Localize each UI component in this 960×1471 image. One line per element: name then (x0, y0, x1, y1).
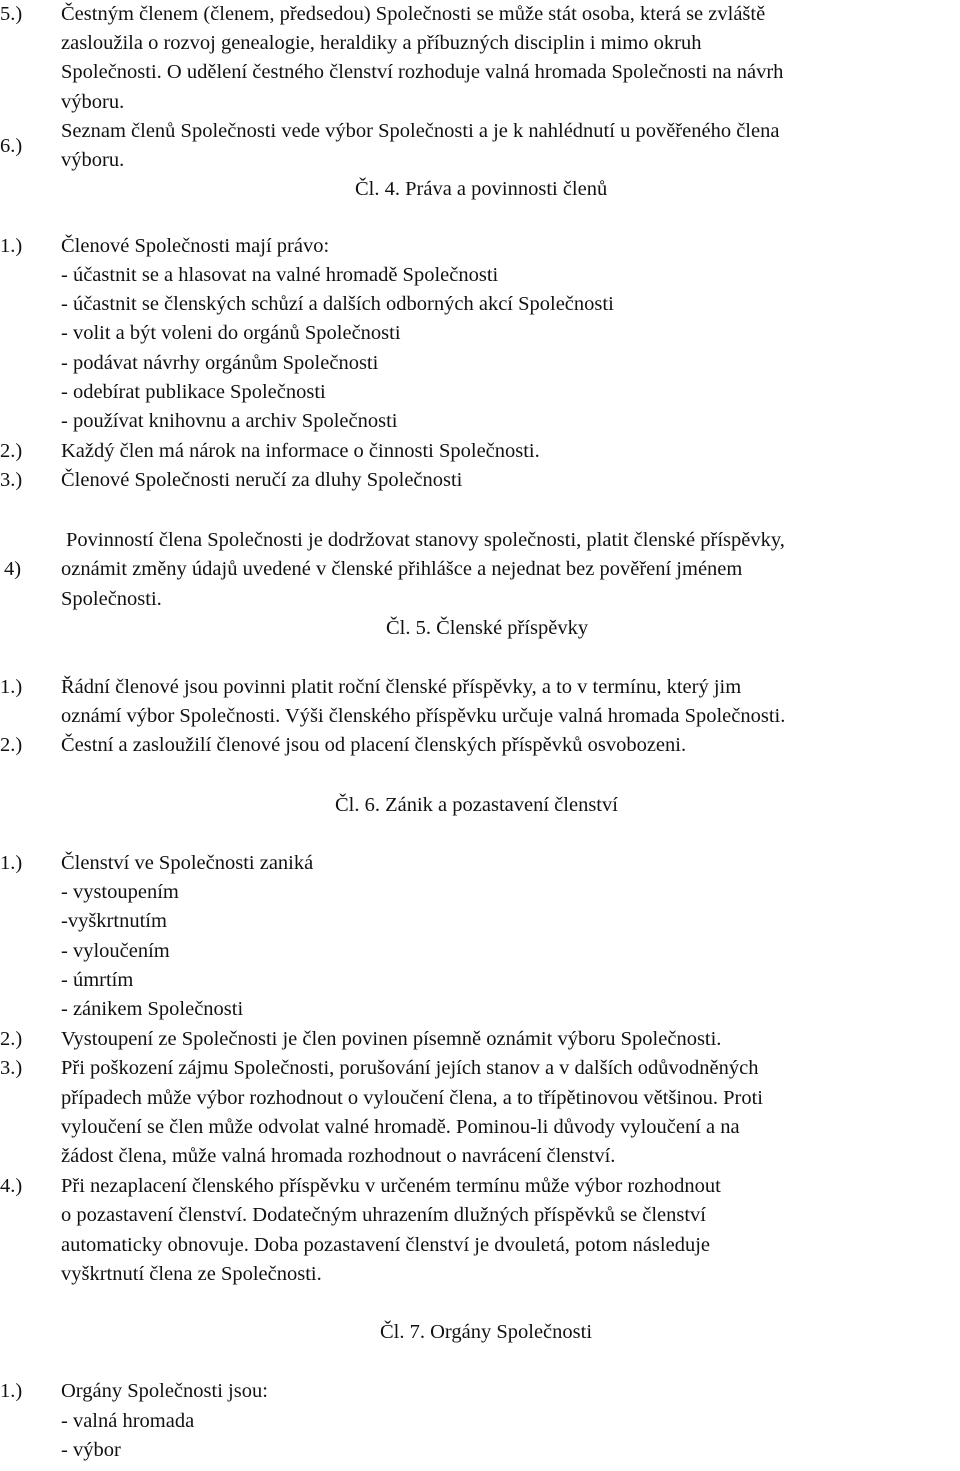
cl5-item-number-2: 2.) (0, 734, 23, 756)
cl6-item-1-line-3: -vyškrtnutím (61, 910, 167, 932)
section-heading-cl6: Čl. 6. Zánik a pozastavení členství (335, 794, 618, 816)
item-6-line-1: Seznam členů Společnosti vede výbor Společnosti a je k nahlédnutí u pověřeného člena (61, 120, 780, 142)
cl6-item-4-line-4: vyškrtnutí člena ze Společnosti. (61, 1263, 322, 1285)
cl4-item-1-line-6: - odebírat publikace Společnosti (61, 381, 326, 403)
cl4-item-1-line-2: - účastnit se a hlasovat na valné hromadě Společnosti (61, 264, 499, 286)
cl4-item-number-2: 2.) (0, 440, 23, 462)
cl4-item-1-line-4: - volit a být voleni do orgánů Společnosti (61, 322, 401, 344)
cl4-item-1-line-1: Členové Společnosti mají právo: (61, 235, 330, 257)
cl4-item-4-line-1: Povinností člena Společnosti je dodržovat stanovy společnosti, platit členské příspěvky, (66, 529, 785, 551)
cl6-item-4-line-2: o pozastavení členství. Dodatečným uhrazením dlužných příspěvků se členství (61, 1204, 706, 1226)
cl6-item-3-line-1: Při poškození zájmu Společnosti, porušování jejích stanov a v dalších odůvodněných (61, 1057, 759, 1079)
cl7-item-number-1: 1.) (0, 1380, 23, 1402)
cl6-item-2-line-1: Vystoupení ze Společnosti je člen povinen písemně oznámit výboru Společnosti. (61, 1028, 722, 1050)
cl4-item-1-line-5: - podávat návrhy orgánům Společnosti (61, 352, 379, 374)
cl4-item-number-4: 4) (4, 558, 22, 580)
cl6-item-1-line-2: - vystoupením (61, 881, 179, 903)
cl6-item-1-line-4: - vyloučením (61, 940, 170, 962)
cl7-item-1-line-1: Orgány Společnosti jsou: (61, 1380, 268, 1402)
section-heading-cl7: Čl. 7. Orgány Společnosti (380, 1321, 593, 1343)
cl6-item-1-line-1: Členství ve Společnosti zaniká (61, 852, 314, 874)
cl6-item-4-line-1: Při nezaplacení členského příspěvku v určeném termínu může výbor rozhodnout (61, 1175, 721, 1197)
cl6-item-3-line-2: případech může výbor rozhodnout o vyloučení člena, a to třípětinovou většinou. Proti (61, 1087, 763, 1109)
cl4-item-1-line-3: - účastnit se členských schůzí a dalších odborných akcí Společnosti (61, 293, 614, 315)
section-heading-cl5: Čl. 5. Členské příspěvky (386, 617, 589, 639)
item-5-line-1: Čestným členem (členem, předsedou) Společnosti se může stát osoba, která se zvláště (61, 3, 766, 25)
cl6-item-number-3: 3.) (0, 1057, 23, 1079)
cl4-item-number-3: 3.) (0, 469, 23, 491)
cl7-item-1-line-2: - valná hromada (61, 1410, 195, 1432)
cl7-item-1-line-3: - výbor (61, 1439, 121, 1461)
item-number-5: 5.) (0, 3, 23, 25)
cl6-item-number-4: 4.) (0, 1175, 23, 1197)
cl4-item-4-line-2: oznámit změny údajů uvedené v členské přihlášce a nejednat bez pověření jménem (61, 558, 743, 580)
item-5-line-3: Společnosti. O udělení čestného členství rozhoduje valná hromada Společnosti na návrh (61, 61, 784, 83)
cl6-item-3-line-3: vyloučení se člen může odvolat valné hromadě. Pominou-li důvody vyloučení a na (61, 1116, 740, 1138)
cl5-item-1-line-1: Řádní členové jsou povinni platit roční členské příspěvky, a to v termínu, který jim (61, 676, 742, 698)
cl4-item-3-line-1: Členové Společnosti neručí za dluhy Společnosti (61, 469, 463, 491)
cl6-item-number-1: 1.) (0, 852, 23, 874)
cl4-item-number-1: 1.) (0, 235, 23, 257)
cl6-item-3-line-4: žádost člena, může valná hromada rozhodnout o navrácení členství. (61, 1145, 616, 1167)
cl5-item-number-1: 1.) (0, 676, 23, 698)
cl4-item-4-line-3: Společnosti. (61, 588, 162, 610)
cl5-item-1-line-2: oznámí výbor Společnosti. Výši členského příspěvku určuje valná hromada Společnosti. (61, 705, 786, 727)
item-number-6: 6.) (0, 135, 23, 157)
cl5-item-2-line-1: Čestní a zasloužilí členové jsou od placení členských příspěvků osvobozeni. (61, 734, 687, 756)
cl4-item-2-line-1: Každý člen má nárok na informace o činnosti Společnosti. (61, 440, 540, 462)
cl6-item-1-line-5: - úmrtím (61, 969, 134, 991)
cl4-item-1-line-7: - používat knihovnu a archiv Společnosti (61, 410, 398, 432)
section-heading-cl4: Čl. 4. Práva a povinnosti členů (355, 178, 608, 200)
cl6-item-1-line-6: - zánikem Společnosti (61, 998, 244, 1020)
item-5-line-4: výboru. (61, 91, 125, 113)
cl6-item-number-2: 2.) (0, 1028, 23, 1050)
cl6-item-4-line-3: automaticky obnovuje. Doba pozastavení členství je dvouletá, potom následuje (61, 1234, 710, 1256)
item-5-line-2: zasloužila o rozvoj genealogie, heraldiky a příbuzných disciplin i mimo okruh (61, 32, 702, 54)
item-6-line-2: výboru. (61, 149, 125, 171)
